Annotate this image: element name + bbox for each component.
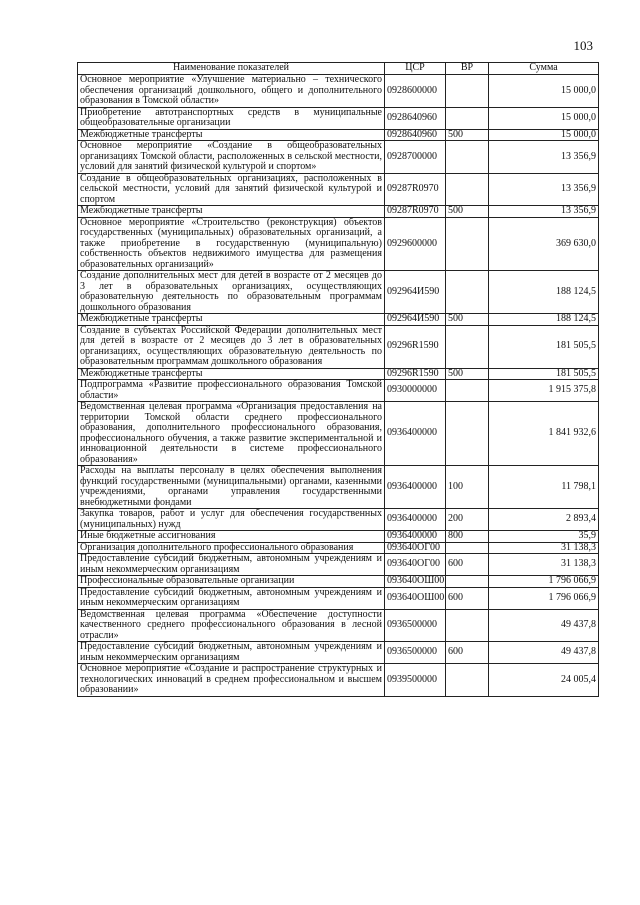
cell-vr: 500 (446, 314, 489, 326)
cell-vr (446, 664, 489, 697)
table-row (78, 271, 599, 314)
table-row (78, 576, 599, 588)
cell-csr: 0928640960 (385, 107, 446, 129)
table-row (78, 554, 599, 576)
cell-sum: 31 138,3 (489, 542, 599, 554)
cell-sum: 15 000,0 (489, 107, 599, 129)
cell-name: Предоставление субсидий бюджетным, автономным учреждениям и иным некоммерческим организациям (78, 554, 385, 576)
cell-csr: 0928700000 (385, 141, 446, 174)
cell-csr: 093640ОГ00 (385, 542, 446, 554)
cell-sum: 35,9 (489, 531, 599, 543)
cell-name: Приобретение автотранспортных средств в муниципальные общеобразовательные организации (78, 107, 385, 129)
cell-sum: 49 437,8 (489, 609, 599, 642)
table-row (78, 173, 599, 206)
cell-sum: 13 356,9 (489, 206, 599, 218)
cell-sum: 31 138,3 (489, 554, 599, 576)
cell-sum: 49 437,8 (489, 642, 599, 664)
table-row (78, 664, 599, 697)
table-row (78, 380, 599, 402)
cell-name: Межбюджетные трансферты (78, 206, 385, 218)
cell-name: Межбюджетные трансферты (78, 129, 385, 141)
table-row (78, 75, 599, 108)
cell-sum: 13 356,9 (489, 173, 599, 206)
cell-name: Основное мероприятие «Создание в общеобразовательных организациях Томской области, расположенных в сельской местности, условий для занятий физической культурой и спортом» (78, 141, 385, 174)
cell-name: Создание в субъектах Российской Федерации дополнительных мест для детей в возрасте от 2 месяцев до 3 лет в образовательных организациях, осуществляющих образовательную деятельность по образовательным программам дошкольного образования (78, 325, 385, 368)
cell-name: Межбюджетные трансферты (78, 368, 385, 380)
cell-csr: 0929600000 (385, 217, 446, 271)
cell-sum: 2 893,4 (489, 509, 599, 531)
table-row (78, 466, 599, 509)
cell-name: Создание дополнительных мест для детей в возрасте от 2 месяцев до 3 лет в образовательных организациях, осуществляющих образовательную деятельность по образовательным программам дошкольного образования (78, 271, 385, 314)
cell-sum: 1 915 375,8 (489, 380, 599, 402)
header-vr: ВР (446, 63, 489, 75)
cell-csr: 0928640960 (385, 129, 446, 141)
cell-vr (446, 542, 489, 554)
cell-vr (446, 217, 489, 271)
cell-sum: 15 000,0 (489, 75, 599, 108)
header-name: Наименование показателей (78, 63, 385, 75)
table-row (78, 141, 599, 174)
cell-vr: 600 (446, 642, 489, 664)
table-row (78, 325, 599, 368)
cell-sum: 181 505,5 (489, 368, 599, 380)
cell-name: Основное мероприятие «Улучшение материально – технического обеспечения организаций дошкольного, общего и дополнительного образования в Томской области» (78, 75, 385, 108)
cell-csr: 092964И590 (385, 314, 446, 326)
cell-csr: 093640ОШ00 (385, 576, 446, 588)
cell-sum: 11 798,1 (489, 466, 599, 509)
cell-name: Организация дополнительного профессионального образования (78, 542, 385, 554)
cell-sum: 1 841 932,6 (489, 402, 599, 466)
cell-csr: 0928600000 (385, 75, 446, 108)
table-body (78, 75, 599, 697)
cell-name: Ведомственная целевая программа «Организация предоставления на территории Томской области среднего профессионального образования, дополнительного профессионального образования, профессионального обучения, а также развитие экспериментальной и инновационной деятельности в системе профессионального образования» (78, 402, 385, 466)
table-row (78, 368, 599, 380)
page-number: 103 (573, 38, 593, 53)
cell-vr: 200 (446, 509, 489, 531)
cell-csr: 09296R1590 (385, 368, 446, 380)
cell-name: Расходы на выплаты персоналу в целях обеспечения выполнения функций государственными (муниципальными) органами, казенными учреждениями, органами управления государственными внебюджетными фондами (78, 466, 385, 509)
cell-sum: 181 505,5 (489, 325, 599, 368)
cell-name: Подпрограмма «Развитие профессионального образования Томской области» (78, 380, 385, 402)
cell-vr: 800 (446, 531, 489, 543)
cell-name: Основное мероприятие «Строительство (реконструкция) объектов государственных (муниципальных) образовательных организаций, а также приобретение в государственную (муниципальную) собственность объектов недвижимого имущества для размещения образовательных организаций» (78, 217, 385, 271)
budget-table (77, 62, 599, 697)
table-header-row (78, 63, 599, 75)
cell-csr: 0936500000 (385, 609, 446, 642)
table-row (78, 107, 599, 129)
table-row (78, 509, 599, 531)
cell-vr (446, 576, 489, 588)
cell-vr (446, 325, 489, 368)
cell-vr (446, 271, 489, 314)
cell-vr: 600 (446, 554, 489, 576)
table-row (78, 129, 599, 141)
cell-name: Предоставление субсидий бюджетным, автономным учреждениям и иным некоммерческим организациям (78, 587, 385, 609)
cell-csr: 093640ОГ00 (385, 554, 446, 576)
cell-vr (446, 107, 489, 129)
cell-csr: 0930000000 (385, 380, 446, 402)
cell-vr (446, 75, 489, 108)
header-sum: Сумма (489, 63, 599, 75)
table-row (78, 314, 599, 326)
cell-name: Межбюджетные трансферты (78, 314, 385, 326)
cell-csr: 0936400000 (385, 466, 446, 509)
cell-name: Ведомственная целевая программа «Обеспечение доступности качественного среднего профессионального образования в лесной отрасли» (78, 609, 385, 642)
table-row (78, 206, 599, 218)
table-row (78, 402, 599, 466)
cell-csr: 0936400000 (385, 531, 446, 543)
table-row (78, 542, 599, 554)
header-csr: ЦСР (385, 63, 446, 75)
cell-sum: 15 000,0 (489, 129, 599, 141)
cell-vr: 500 (446, 368, 489, 380)
cell-sum: 1 796 066,9 (489, 576, 599, 588)
cell-name: Профессиональные образовательные организации (78, 576, 385, 588)
cell-name: Основное мероприятие «Создание и распространение структурных и технологических инноваций в среднем профессиональном и высшем образовании» (78, 664, 385, 697)
cell-csr: 092964И590 (385, 271, 446, 314)
cell-csr: 0939500000 (385, 664, 446, 697)
cell-csr: 09287R0970 (385, 173, 446, 206)
cell-csr: 0936400000 (385, 402, 446, 466)
cell-csr: 093640ОШ00 (385, 587, 446, 609)
table-row (78, 609, 599, 642)
cell-vr (446, 609, 489, 642)
table-row (78, 587, 599, 609)
cell-name: Создание в общеобразовательных организациях, расположенных в сельской местности, условий для занятий физической культурой и спортом (78, 173, 385, 206)
cell-name: Иные бюджетные ассигнования (78, 531, 385, 543)
cell-sum: 13 356,9 (489, 141, 599, 174)
cell-sum: 369 630,0 (489, 217, 599, 271)
cell-csr: 0936400000 (385, 509, 446, 531)
cell-name: Закупка товаров, работ и услуг для обеспечения государственных (муниципальных) нужд (78, 509, 385, 531)
table-row (78, 217, 599, 271)
cell-sum: 188 124,5 (489, 314, 599, 326)
cell-sum: 188 124,5 (489, 271, 599, 314)
cell-vr: 500 (446, 206, 489, 218)
cell-vr (446, 380, 489, 402)
cell-sum: 24 005,4 (489, 664, 599, 697)
cell-vr (446, 402, 489, 466)
cell-name: Предоставление субсидий бюджетным, автономным учреждениям и иным некоммерческим организациям (78, 642, 385, 664)
table-row (78, 531, 599, 543)
cell-csr: 09296R1590 (385, 325, 446, 368)
cell-sum: 1 796 066,9 (489, 587, 599, 609)
cell-vr: 500 (446, 129, 489, 141)
cell-vr (446, 173, 489, 206)
table-row (78, 642, 599, 664)
cell-vr: 600 (446, 587, 489, 609)
cell-vr: 100 (446, 466, 489, 509)
cell-vr (446, 141, 489, 174)
cell-csr: 0936500000 (385, 642, 446, 664)
cell-csr: 09287R0970 (385, 206, 446, 218)
